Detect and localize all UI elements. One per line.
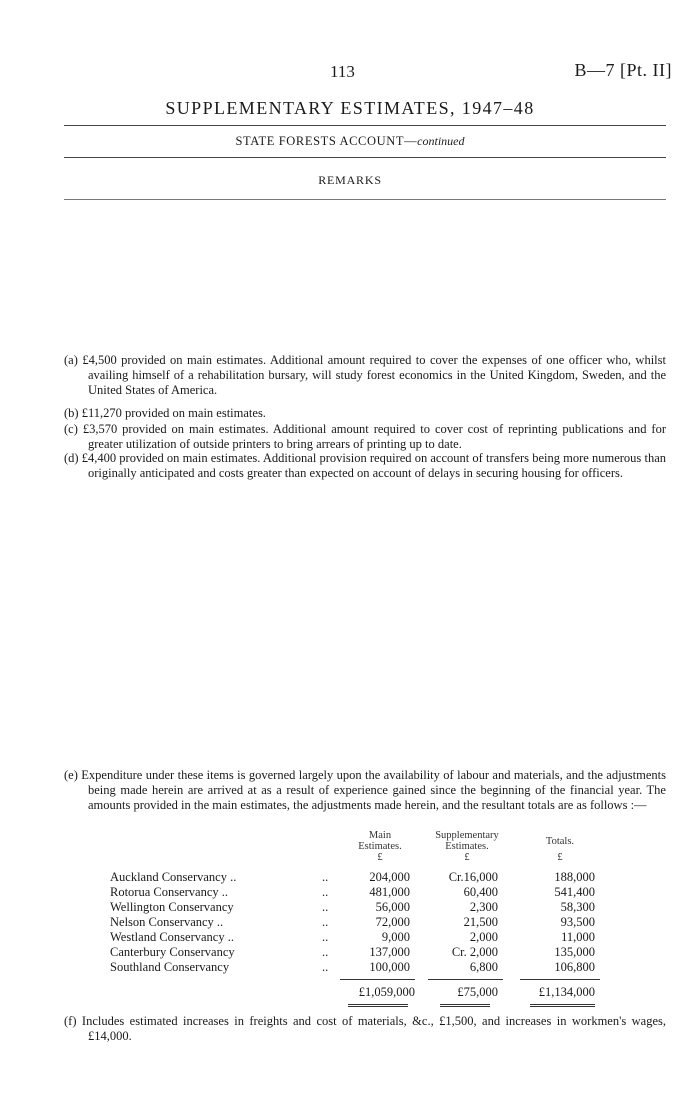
main-estimate: 9,000	[381, 930, 410, 944]
totals-row	[110, 985, 670, 1000]
leader-dots: ..	[322, 870, 329, 884]
table-row	[110, 885, 670, 900]
conservancy-name: Canterbury Conservancy	[110, 945, 235, 959]
supplementary-estimate: 2,000	[469, 930, 498, 944]
double-rule-main	[348, 1004, 408, 1005]
note-text: £3,570 provided on main estimates. Additional amount required to cover cost of reprinting publications and for greater utilization of outside printers to bring arrears of printing up to date.	[82, 422, 667, 451]
grand-total: £1,134,000	[538, 985, 595, 999]
table-row	[110, 915, 670, 930]
conservancy-name: Auckland Conservancy ..	[110, 870, 237, 884]
row-total: 58,300	[560, 900, 595, 914]
main-estimate: 481,000	[369, 885, 410, 899]
leader-dots: ..	[322, 960, 329, 974]
note-tag: (e)	[64, 768, 78, 782]
conservancy-name: Nelson Conservancy ..	[110, 915, 224, 929]
note-b	[64, 406, 666, 421]
note-tag: (c)	[64, 422, 78, 436]
note-f	[64, 1014, 666, 1044]
note-text: £4,400 provided on main estimates. Additional provision required on account of transfers being more numerous than originally anticipated and costs greater than expected on account of delays in securing housing for officers.	[81, 451, 666, 480]
row-total: 93,500	[560, 915, 595, 929]
leader-dots: ..	[322, 915, 329, 929]
note-a	[64, 353, 666, 398]
main-estimates-total: £1,059,000	[358, 985, 415, 999]
header-rule	[64, 125, 666, 126]
double-rule-total-2	[530, 1006, 595, 1007]
note-tag: (f)	[64, 1014, 77, 1028]
main-estimate: 204,000	[369, 870, 410, 884]
note-e	[64, 768, 666, 813]
header-supplementary-estimates: Supplementary Estimates. £	[435, 830, 499, 863]
supplementary-estimate: 21,500	[463, 915, 498, 929]
main-estimate: 56,000	[375, 900, 410, 914]
note-text: Includes estimated increases in freights and cost of materials, &c., £1,500, and increases in workmen's wages, £14,000.	[81, 1014, 666, 1043]
table-row	[110, 960, 670, 975]
main-estimate: 72,000	[375, 915, 410, 929]
leader-dots: ..	[322, 945, 329, 959]
supplementary-estimate: 60,400	[463, 885, 498, 899]
sum-rule-main	[340, 979, 415, 980]
note-d	[64, 451, 666, 481]
double-rule-total	[530, 1004, 595, 1005]
main-estimate: 137,000	[369, 945, 410, 959]
row-total: 106,800	[554, 960, 595, 974]
leader-dots: ..	[322, 900, 329, 914]
table-row	[110, 945, 670, 960]
supplementary-estimate: Cr. 2,000	[451, 945, 498, 959]
subtitle-continued: continued	[417, 134, 465, 148]
header-main-estimates: Main Estimates. £	[358, 830, 402, 863]
row-total: 188,000	[554, 870, 595, 884]
note-text: Expenditure under these items is governed largely upon the availability of labour and materials, and the adjustments being made herein are arrived at as a result of experience gained since the beginning of the financial year. The amounts provided in the main estimates, the adjustments made herein, and the resultant totals are as follows :—	[81, 768, 666, 812]
leader-dots: ..	[322, 885, 329, 899]
header-totals: Totals. £	[545, 836, 575, 863]
supplementary-estimate: 2,300	[469, 900, 498, 914]
document-reference: B—7 [Pt. II]	[574, 60, 672, 80]
sum-rule-total	[520, 979, 600, 980]
supplementary-estimates-total: £75,000	[457, 985, 498, 999]
table-row	[110, 930, 670, 945]
row-total: 541,400	[554, 885, 595, 899]
note-text: £11,270 provided on main estimates.	[81, 406, 266, 420]
double-rule-supp	[440, 1004, 490, 1005]
page-title: SUPPLEMENTARY ESTIMATES, 1947–48	[165, 98, 535, 118]
sum-rule-supp	[428, 979, 503, 980]
conservancy-name: Rotorua Conservancy ..	[110, 885, 229, 899]
note-tag: (a)	[64, 353, 78, 367]
subtitle-rule	[64, 157, 666, 158]
section-heading: REMARKS	[318, 173, 382, 187]
conservancy-name: Southland Conservancy	[110, 960, 230, 974]
row-total: 11,000	[561, 930, 595, 944]
note-text: £4,500 provided on main estimates. Additional amount required to cover the expenses of one officer who, whilst availing himself of a rehabilitation bursary, will study forest economics in the United Kingdom, Sweden, and the United States of America.	[82, 353, 666, 397]
conservancy-table	[110, 830, 670, 1010]
note-tag: (b)	[64, 406, 79, 420]
page-number: 113	[330, 62, 355, 81]
note-tag: (d)	[64, 451, 79, 465]
subtitle-main: STATE FORESTS ACCOUNT—	[235, 134, 418, 148]
remarks-rule	[64, 199, 666, 200]
supplementary-estimate: Cr.16,000	[448, 870, 498, 884]
leader-dots: ..	[322, 930, 329, 944]
conservancy-name: Wellington Conservancy	[110, 900, 234, 914]
double-rule-supp-2	[440, 1006, 490, 1007]
note-c	[64, 422, 666, 452]
row-total: 135,000	[554, 945, 595, 959]
table-row	[110, 870, 670, 885]
main-estimate: 100,000	[369, 960, 410, 974]
table-row	[110, 900, 670, 915]
supplementary-estimate: 6,800	[469, 960, 498, 974]
conservancy-name: Westland Conservancy ..	[110, 930, 234, 944]
account-subtitle	[0, 134, 700, 149]
double-rule-main-2	[348, 1006, 408, 1007]
